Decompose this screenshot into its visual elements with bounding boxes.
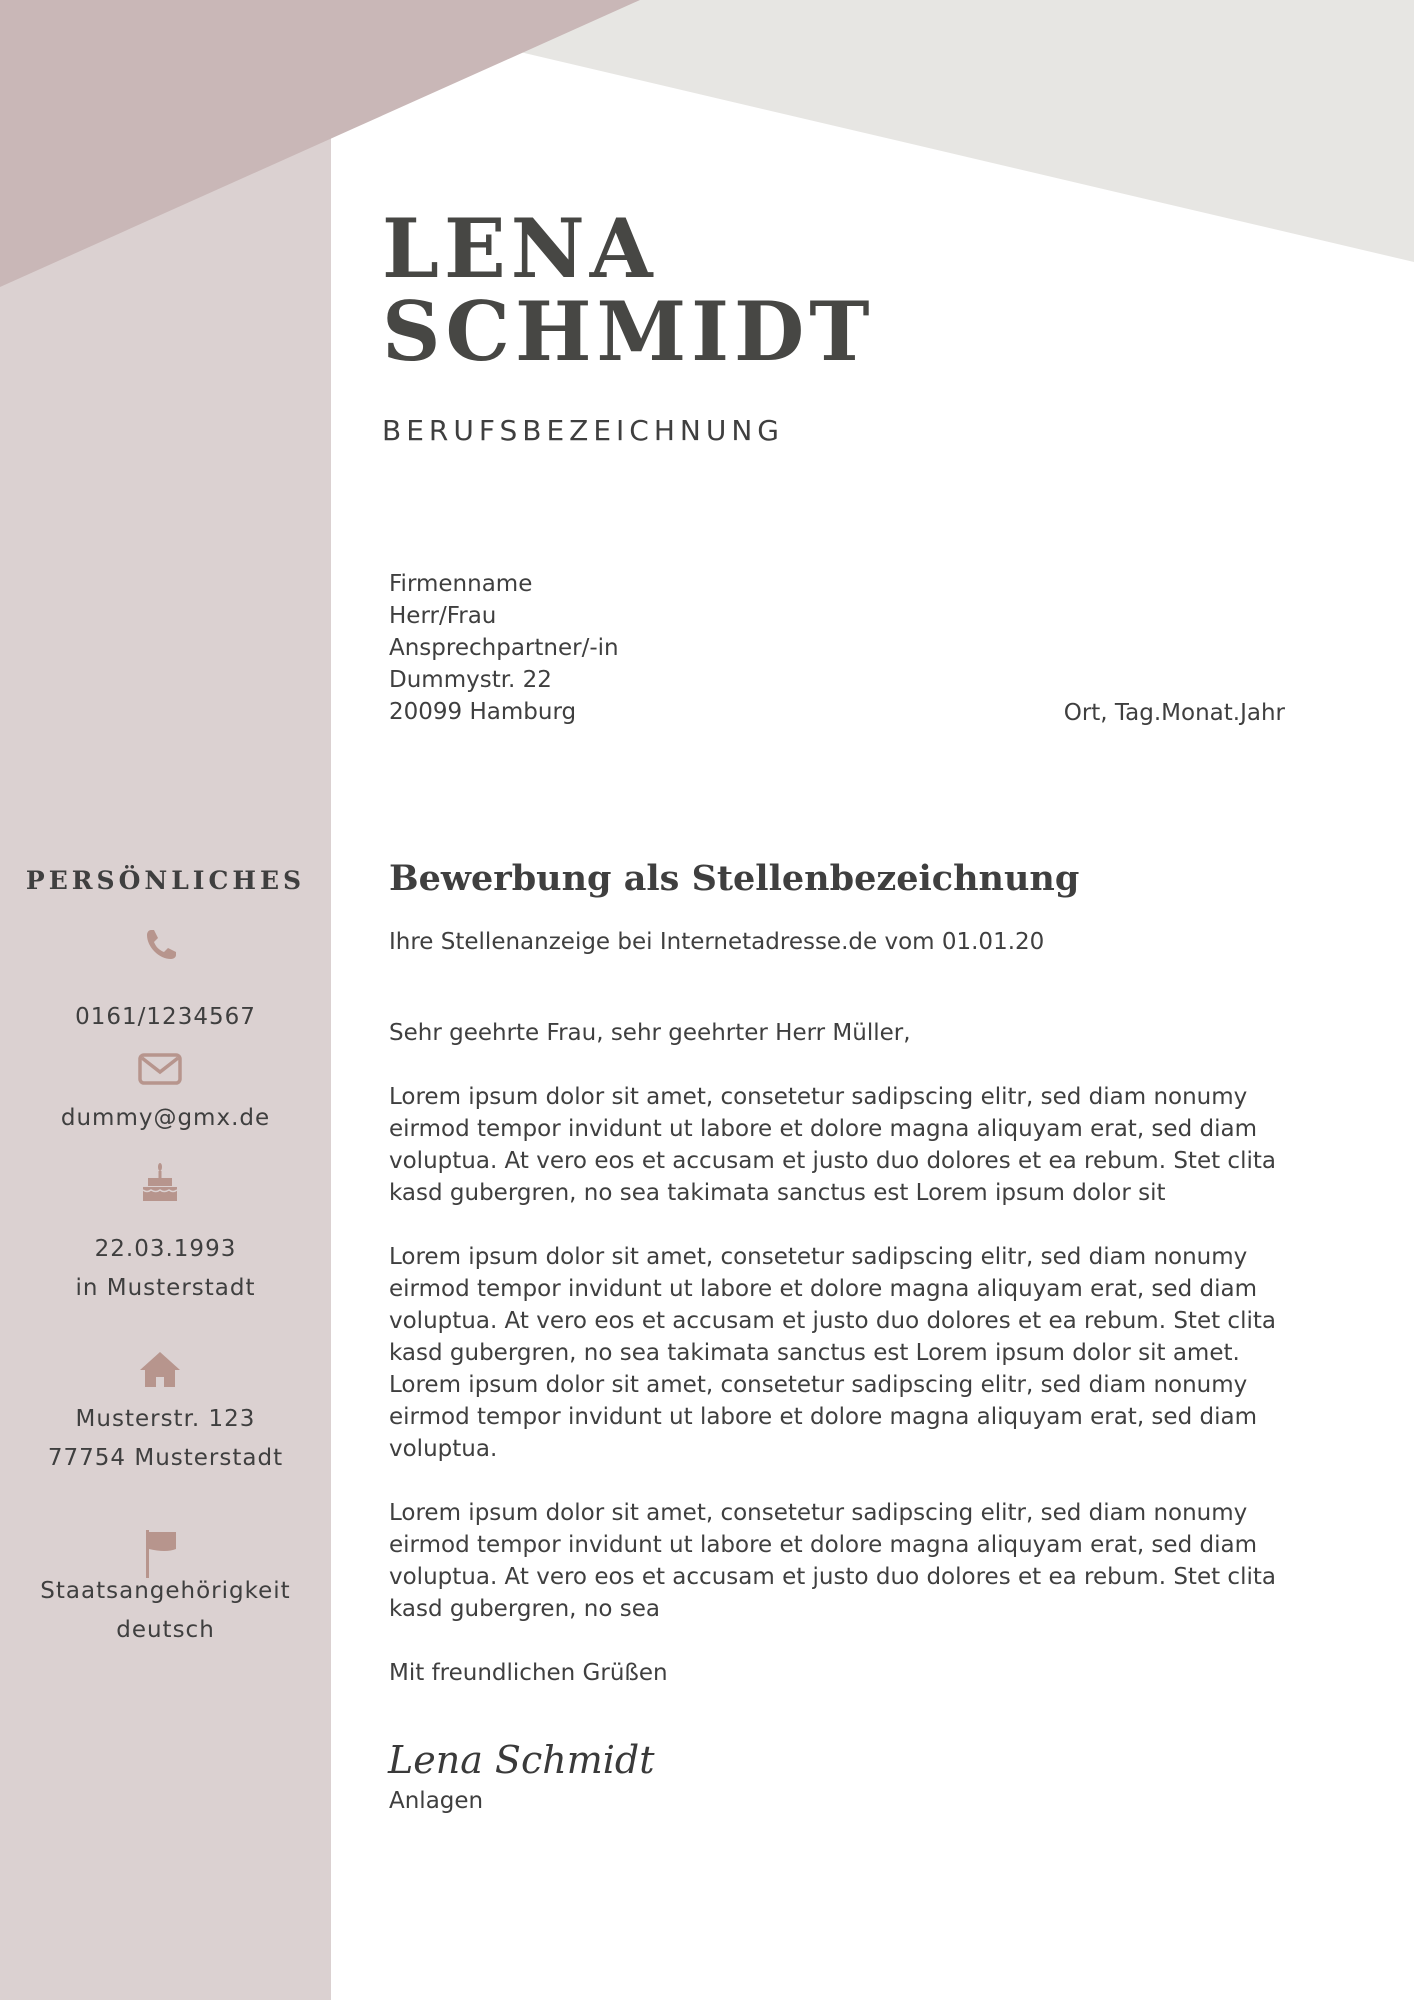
recipient-line: Ansprechpartner/-in [389,635,619,661]
letter-subject: Bewerbung als Stellenbezeichnung [389,858,1080,899]
job-ad-reference: Ihre Stellenanzeige bei Internetadresse.de vom 01.01.20 [389,929,1045,955]
recipient-line: Dummystr. 22 [389,667,552,693]
flag-icon [135,1528,185,1580]
cake-icon [135,1162,185,1202]
closing-line: Mit freundlichen Grüßen [389,1660,668,1686]
nationality-label: Staatsangehörigkeit [40,1578,291,1604]
first-name: LENA [382,202,658,297]
nationality-value: deutsch [116,1617,215,1643]
signature-text: Lena Schmidt [388,1738,655,1782]
handwritten-signature [386,1725,655,1785]
sidebar-panel [0,0,331,2000]
body-paragraph: Lorem ipsum dolor sit amet, consetetur sadipscing elitr, sed diam nonumy eirmod tempor invidunt ut labore et dolore magna aliquyam erat, sed diam voluptua. At vero eos et accusam et justo duo dolores et ea rebum. Stet clita kasd gubergren, no sea [389,1500,1276,1622]
home-icon [135,1349,185,1389]
header-decoration [0,0,1414,300]
birth-date: 22.03.1993 [94,1236,237,1262]
enclosures: Anlagen [389,1788,484,1814]
city-address: 77754 Musterstadt [47,1445,284,1471]
recipient-line: Herr/Frau [389,603,497,629]
recipient-line: Firmenname [389,571,533,597]
birth-place: in Musterstadt [75,1275,256,1301]
job-title: BERUFSBEZEICHNUNG [382,414,784,447]
last-name: SCHMIDT [382,285,875,380]
phone-number: 0161/1234567 [75,1004,256,1030]
salutation: Sehr geehrte Frau, sehr geehrter Herr Müller, [389,1020,911,1046]
date-line: Ort, Tag.Monat.Jahr [1063,700,1285,726]
recipient-line: 20099 Hamburg [389,699,577,725]
body-paragraph: Lorem ipsum dolor sit amet, consetetur sadipscing elitr, sed diam nonumy eirmod tempor invidunt ut labore et dolore magna aliquyam erat, sed diam voluptua. At vero eos et accusam et justo duo dolores et ea rebum. Stet clita kasd gubergren, no sea takimata sanctus est Lorem ipsum dolor sit amet. Lorem ipsum dolor sit amet, consetetur sadipscing elitr, sed diam nonumy eirmod tempor invidunt ut labore et dolore magna aliquyam erat, sed diam voluptua. [389,1244,1276,1462]
recipient-address [389,568,619,728]
letter-body [389,1017,1319,1721]
personal-heading: PERSÖNLICHES [25,866,306,895]
phone-icon [135,925,185,965]
body-paragraph: Lorem ipsum dolor sit amet, consetetur sadipscing elitr, sed diam nonumy eirmod tempor invidunt ut labore et dolore magna aliquyam erat, sed diam voluptua. At vero eos et accusam et justo duo dolores et ea rebum. Stet clita kasd gubergren, no sea takimata sanctus est Lorem ipsum dolor sit [389,1084,1276,1206]
mail-icon [135,1050,185,1090]
street-address: Musterstr. 123 [75,1406,256,1432]
email-address: dummy@gmx.de [60,1105,271,1131]
